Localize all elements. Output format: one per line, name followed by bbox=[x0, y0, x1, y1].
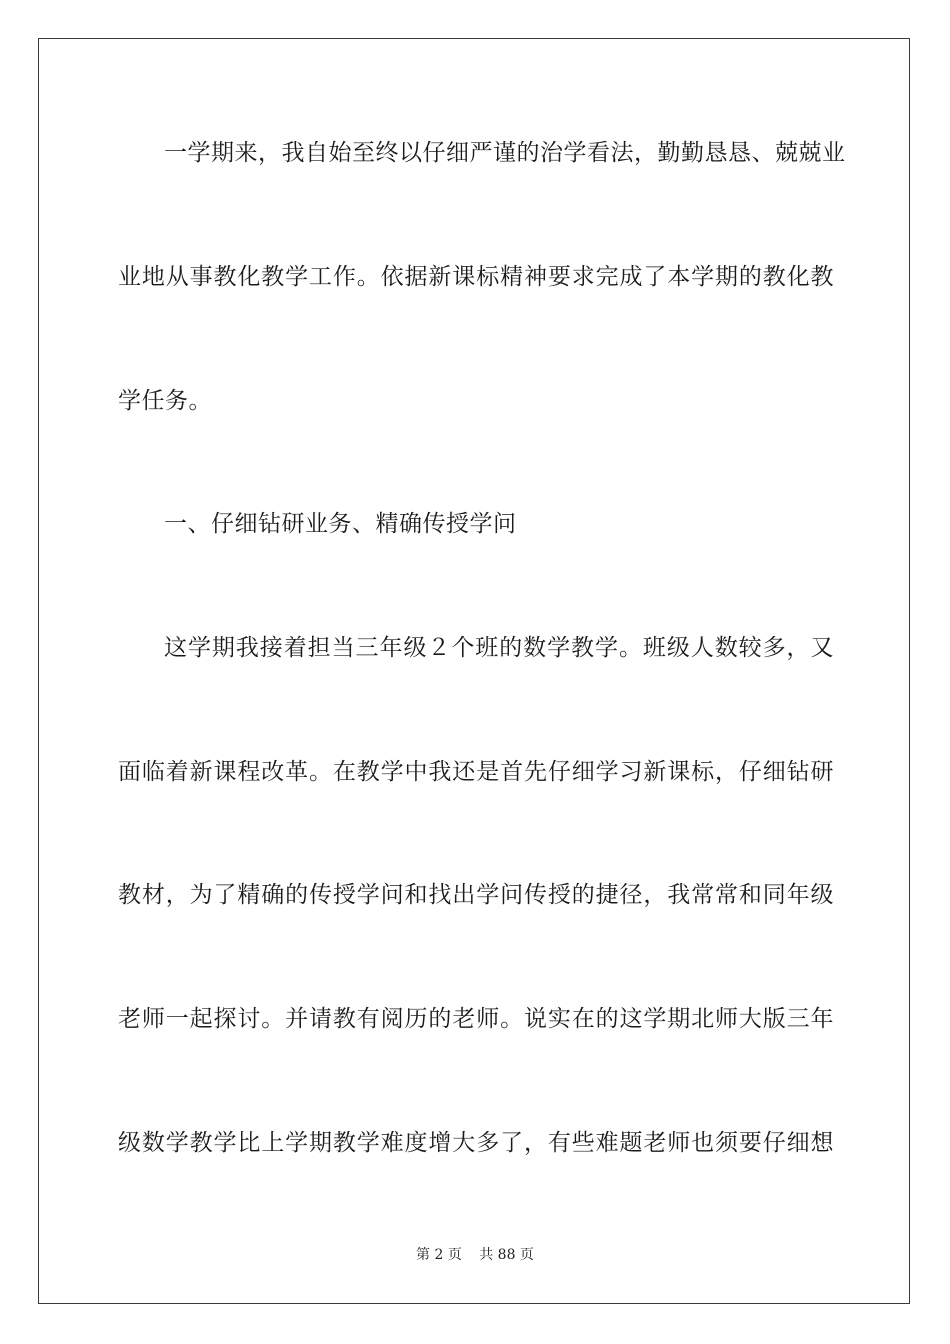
paragraph-1-line-2: 业地从事教化教学工作。依据新课标精神要求完成了本学期的教化教 bbox=[118, 264, 834, 290]
section-heading: 一、仔细钻研业务、精确传授学问 bbox=[164, 511, 517, 537]
paragraph-2-line-5: 级数学教学比上学期教学难度增大多了，有些难题老师也须要仔细想 bbox=[118, 1130, 834, 1156]
paragraph-2-line-3: 教材，为了精确的传授学问和找出学问传授的捷径，我常常和同年级 bbox=[118, 882, 834, 908]
paragraph-1-line-1: 一学期来，我自始至终以仔细严谨的治学看法，勤勤恳恳、兢兢业 bbox=[164, 140, 846, 166]
paragraph-1-line-3: 学任务。 bbox=[118, 388, 212, 414]
total-pages: 共 88 页 bbox=[479, 1247, 534, 1263]
page-number: 第 2 页 bbox=[416, 1247, 462, 1263]
paragraph-2-line-2: 面临着新课程改革。在教学中我还是首先仔细学习新课标，仔细钻研 bbox=[118, 759, 834, 785]
paragraph-2-line-4: 老师一起探讨。并请教有阅历的老师。说实在的这学期北师大版三年 bbox=[118, 1006, 834, 1032]
page-footer bbox=[0, 1246, 950, 1264]
page-border bbox=[38, 38, 910, 1304]
paragraph-2-line-1: 这学期我接着担当三年级２个班的数学教学。班级人数较多，又 bbox=[164, 635, 834, 661]
